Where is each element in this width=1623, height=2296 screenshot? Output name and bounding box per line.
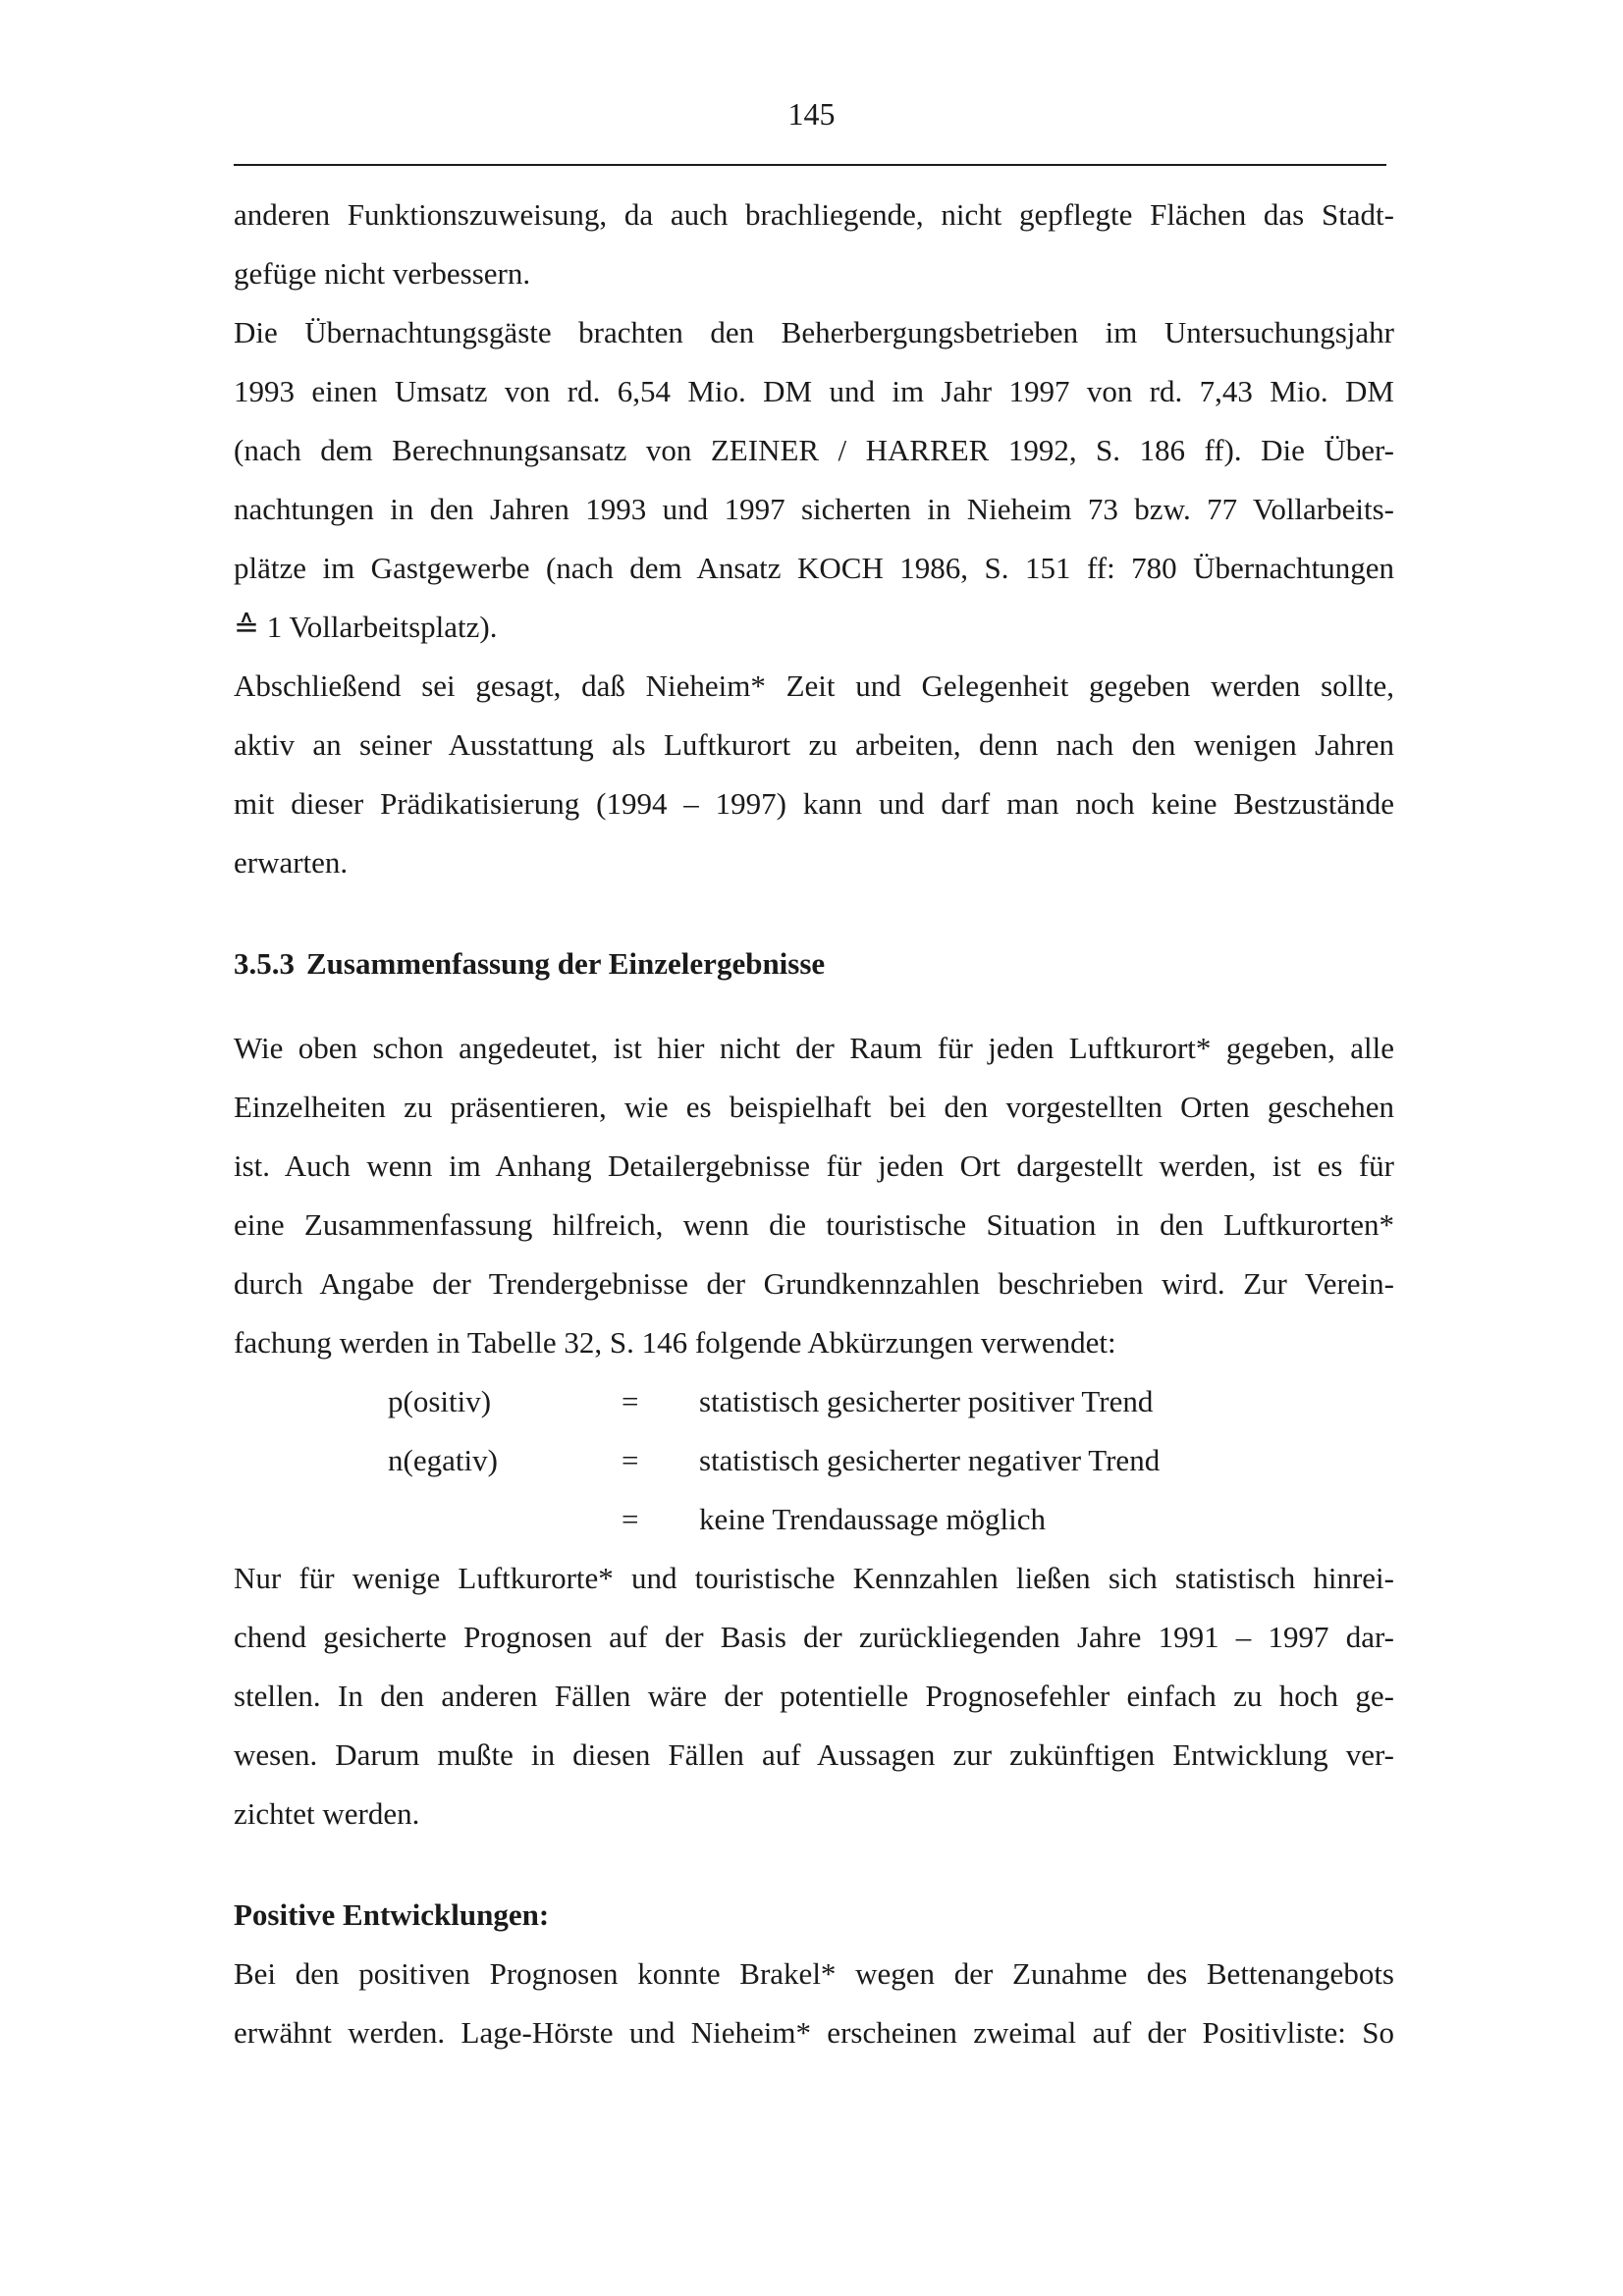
legend-equals: = (622, 1502, 639, 1536)
text-line: erwähnt werden. Lage-Hörste und Nieheim* erscheinen zweimal auf der Positivliste: So (234, 2015, 1394, 2050)
text-line: wesen. Darum mußte in diesen Fällen auf Aussagen zur zukünftigen Entwicklung ver- (234, 1737, 1394, 1772)
subheading-positive-developments: Positive Entwicklungen: (234, 1897, 550, 1932)
paragraph-2 (234, 310, 1394, 664)
section-title: Zusammenfassung der Einzelergebnisse (306, 946, 826, 981)
text-line: eine Zusammenfassung hilfreich, wenn die touristische Situation in den Luftkurorten* (234, 1207, 1394, 1242)
text-line: mit dieser Prädikatisierung (1994 – 1997) kann und darf man noch keine Bestzustände (234, 786, 1394, 821)
spacer (234, 899, 1394, 941)
text-line: Bei den positiven Prognosen konnte Brakel* wegen der Zunahme des Bettenangebots (234, 1956, 1394, 1991)
section-heading (234, 941, 1394, 1000)
header-rule (234, 164, 1386, 166)
paragraph-4 (234, 1026, 1394, 1379)
page-body (234, 192, 1394, 2069)
text-line: Einzelheiten zu präsentieren, wie es beispielhaft bei den vorgestellten Orten geschehen (234, 1090, 1394, 1124)
page-number: 145 (787, 96, 836, 132)
text-line: plätze im Gastgewerbe (nach dem Ansatz KOCH 1986, S. 151 ff: 780 Übernachtungen (234, 551, 1394, 585)
legend-description: keine Trendaussage möglich (699, 1502, 1047, 1536)
legend-equals: = (622, 1443, 639, 1477)
text-line: durch Angabe der Trendergebnisse der Grundkennzahlen beschrieben wird. Zur Verein- (234, 1266, 1394, 1301)
paragraph-6 (234, 1951, 1394, 2069)
legend-description: statistisch gesicherter positiver Trend (699, 1384, 1154, 1418)
legend-row-negative (234, 1438, 1394, 1497)
abbreviation-legend (234, 1379, 1394, 1556)
legend-equals: = (622, 1384, 639, 1418)
spacer (234, 1000, 1394, 1026)
text-line: ≙ 1 Vollarbeitsplatz). (234, 610, 498, 644)
text-line: anderen Funktionszuweisung, da auch brachliegende, nicht gepflegte Flächen das Stadt- (234, 197, 1394, 232)
legend-row-positive (234, 1379, 1394, 1438)
legend-abbreviation: n(egativ) (388, 1443, 498, 1477)
text-line: nachtungen in den Jahren 1993 und 1997 sicherten in Nieheim 73 bzw. 77 Vollarbeits- (234, 492, 1394, 526)
text-line: fachung werden in Tabelle 32, S. 146 folgende Abkürzungen verwendet: (234, 1325, 1116, 1360)
text-line: Die Übernachtungsgäste brachten den Beherbergungsbetrieben im Untersuchungsjahr (234, 315, 1394, 349)
text-line: erwarten. (234, 845, 349, 880)
spacer (234, 1850, 1394, 1893)
text-line: aktiv an seiner Ausstattung als Luftkurort zu arbeiten, denn nach den wenigen Jahren (234, 727, 1394, 762)
text-line: 1993 einen Umsatz von rd. 6,54 Mio. DM und im Jahr 1997 von rd. 7,43 Mio. DM (234, 374, 1394, 408)
text-line: ist. Auch wenn im Anhang Detailergebnisse für jeden Ort dargestellt werden, ist es für (234, 1148, 1394, 1183)
paragraph-1 (234, 192, 1394, 310)
text-line: Nur für wenige Luftkurorte* und touristische Kennzahlen ließen sich statistisch hinrei- (234, 1561, 1394, 1595)
text-line: Abschließend sei gesagt, daß Nieheim* Zeit und Gelegenheit gegeben werden sollte, (234, 668, 1394, 703)
text-line: zichtet werden. (234, 1796, 420, 1831)
text-line: stellen. In den anderen Fällen wäre der potentielle Prognosefehler einfach zu hoch ge- (234, 1679, 1394, 1713)
paragraph-3 (234, 664, 1394, 899)
legend-row-none (234, 1497, 1394, 1556)
legend-description: statistisch gesicherter negativer Trend (699, 1443, 1161, 1477)
text-line: chend gesicherte Prognosen auf der Basis der zurückliegenden Jahre 1991 – 1997 dar- (234, 1620, 1394, 1654)
text-line: (nach dem Berechnungsansatz von ZEINER / HARRER 1992, S. 186 ff). Die Über- (234, 433, 1394, 467)
legend-abbreviation: p(ositiv) (388, 1384, 492, 1418)
text-line: Wie oben schon angedeutet, ist hier nicht der Raum für jeden Luftkurort* gegeben, alle (234, 1031, 1394, 1065)
section-number: 3.5.3 (234, 946, 295, 981)
paragraph-5 (234, 1556, 1394, 1850)
text-line: gefüge nicht verbessern. (234, 256, 531, 291)
